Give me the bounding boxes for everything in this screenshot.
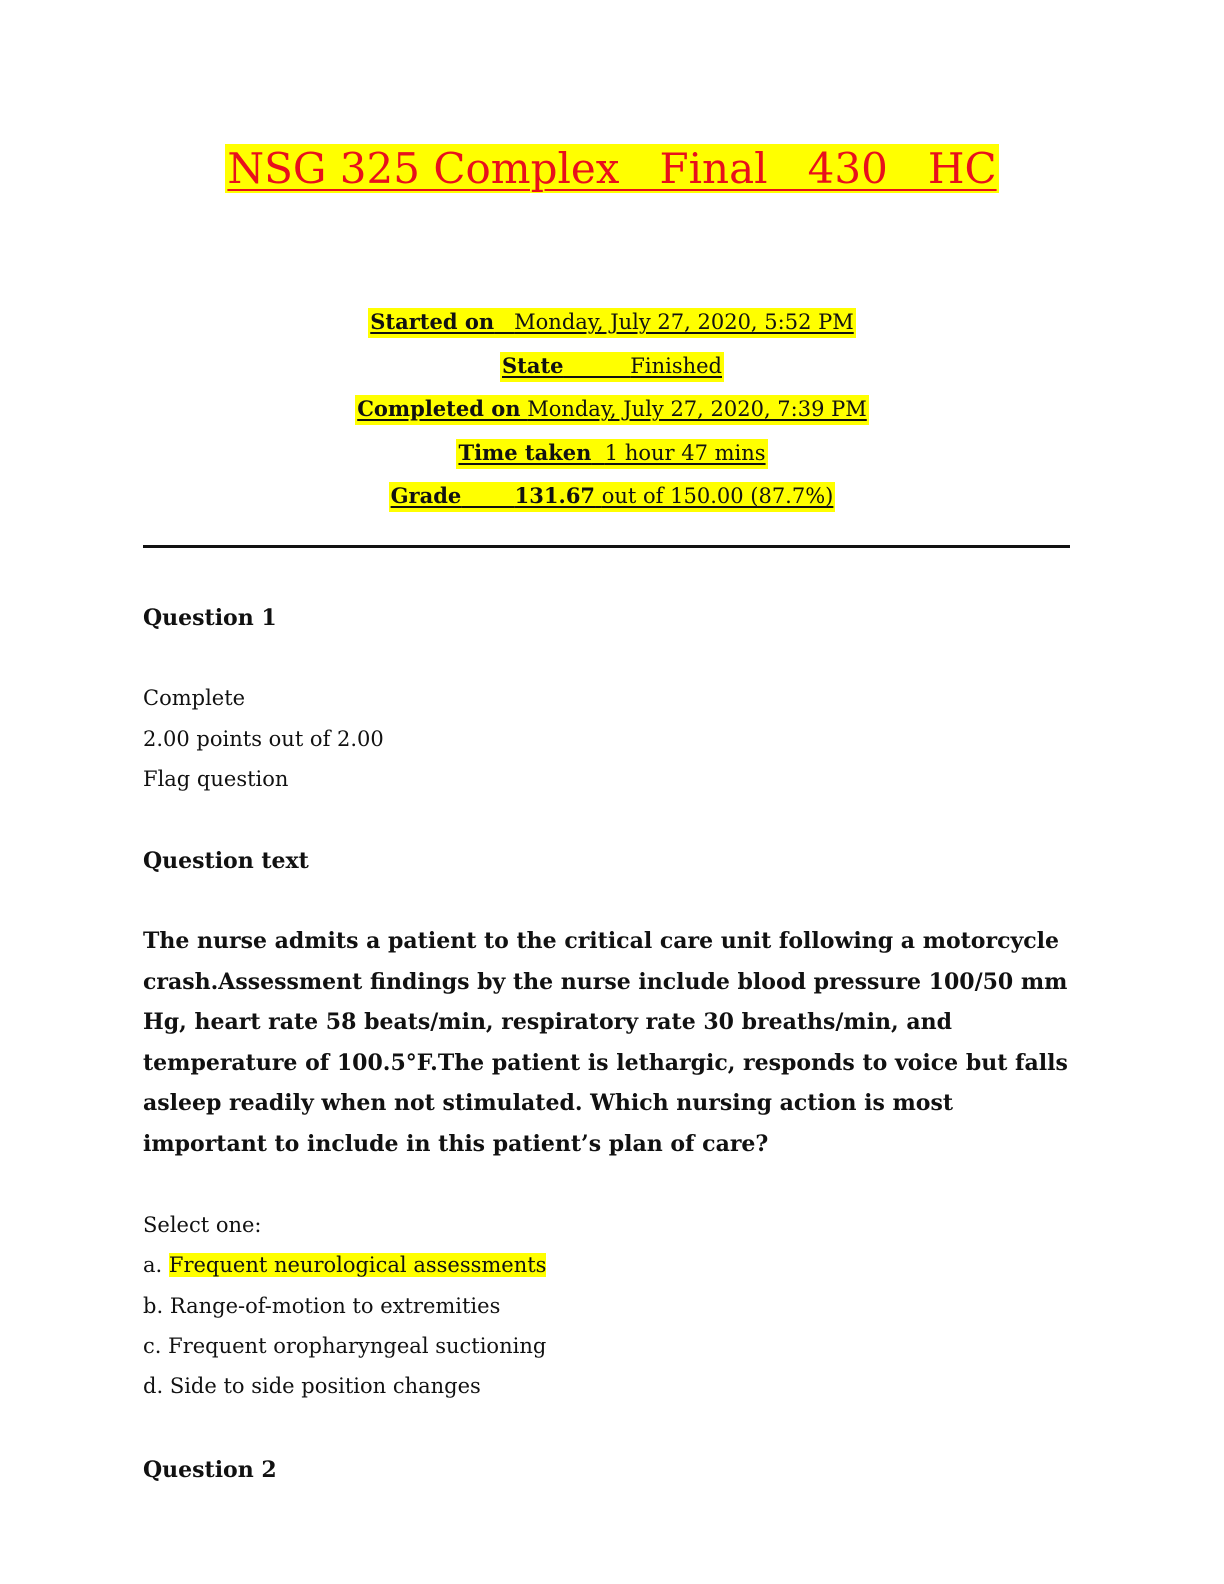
question-1-text: The nurse admits a patient to the critical care unit following a motorcycle crash.Assessment findings by the nurse include blood pressure 100/50 mm Hg, heart rate 58 beats/min, respiratory rate 30 breaths/min, and temperature of 100.5°F.The patient is lethargic, responds to voice but falls asleep readily when not stimulated. Which nursing action is most important to include in this patient’s plan of care?: [143, 928, 1068, 1157]
attempt-summary: [0, 302, 1224, 520]
option-d-text: Side to side position changes: [169, 1374, 481, 1399]
state-row: [0, 346, 1224, 390]
option-c[interactable]: [143, 1326, 1073, 1366]
question-1-points: 2.00 points out of 2.00: [143, 726, 384, 751]
state-label: State: [501, 352, 564, 378]
started-on-label: Started on: [370, 309, 495, 334]
state-highlight: [500, 352, 724, 382]
option-c-letter: c.: [143, 1333, 162, 1358]
question-1-options: [143, 1205, 1073, 1406]
time-taken-label: Time taken: [458, 439, 592, 465]
started-on-row: [0, 302, 1224, 346]
completed-on-label: Completed on: [357, 396, 521, 421]
question-1-status: Complete: [143, 686, 246, 710]
option-a[interactable]: [143, 1245, 1073, 1285]
option-a-letter: a.: [143, 1253, 163, 1278]
horizontal-divider: [143, 545, 1070, 548]
option-d[interactable]: [143, 1366, 1073, 1406]
time-taken-row: [0, 433, 1224, 477]
select-one-prompt: Select one:: [143, 1213, 262, 1237]
document-title-text: NSG 325 Complex Final 430 HC: [227, 144, 997, 193]
question-1-heading: Question 1: [143, 605, 277, 631]
grade-label: Grade: [390, 483, 462, 508]
question-2-heading: Question 2: [143, 1457, 277, 1483]
started-on-highlight: [368, 308, 856, 338]
flag-question-link[interactable]: Flag question: [143, 767, 289, 791]
grade-score: 131.67: [514, 483, 596, 508]
completed-on-highlight: [355, 395, 869, 425]
grade-row: [0, 476, 1224, 520]
grade-out-of: out of 150.00 (87.7%): [601, 484, 834, 508]
option-b-letter: b.: [143, 1293, 164, 1318]
started-on-value: Monday, July 27, 2020, 5:52 PM: [514, 310, 854, 334]
option-a-text: Frequent neurological assessments: [168, 1253, 547, 1278]
state-value: Finished: [630, 353, 722, 378]
completed-on-value: Monday, July 27, 2020, 7:39 PM: [527, 397, 867, 421]
option-b[interactable]: [143, 1286, 1073, 1326]
question-text-heading: Question text: [143, 848, 309, 874]
time-taken-highlight: [456, 439, 767, 469]
time-taken-value: 1 hour 47 mins: [604, 440, 766, 465]
question-1-status-block: [143, 678, 1073, 800]
option-d-letter: d.: [143, 1374, 164, 1399]
option-b-text: Range-of-motion to extremities: [169, 1293, 501, 1318]
option-c-text: Frequent oropharyngeal suctioning: [168, 1333, 547, 1358]
completed-on-row: [0, 389, 1224, 433]
grade-highlight: [389, 482, 836, 512]
document-title: [0, 140, 1224, 198]
